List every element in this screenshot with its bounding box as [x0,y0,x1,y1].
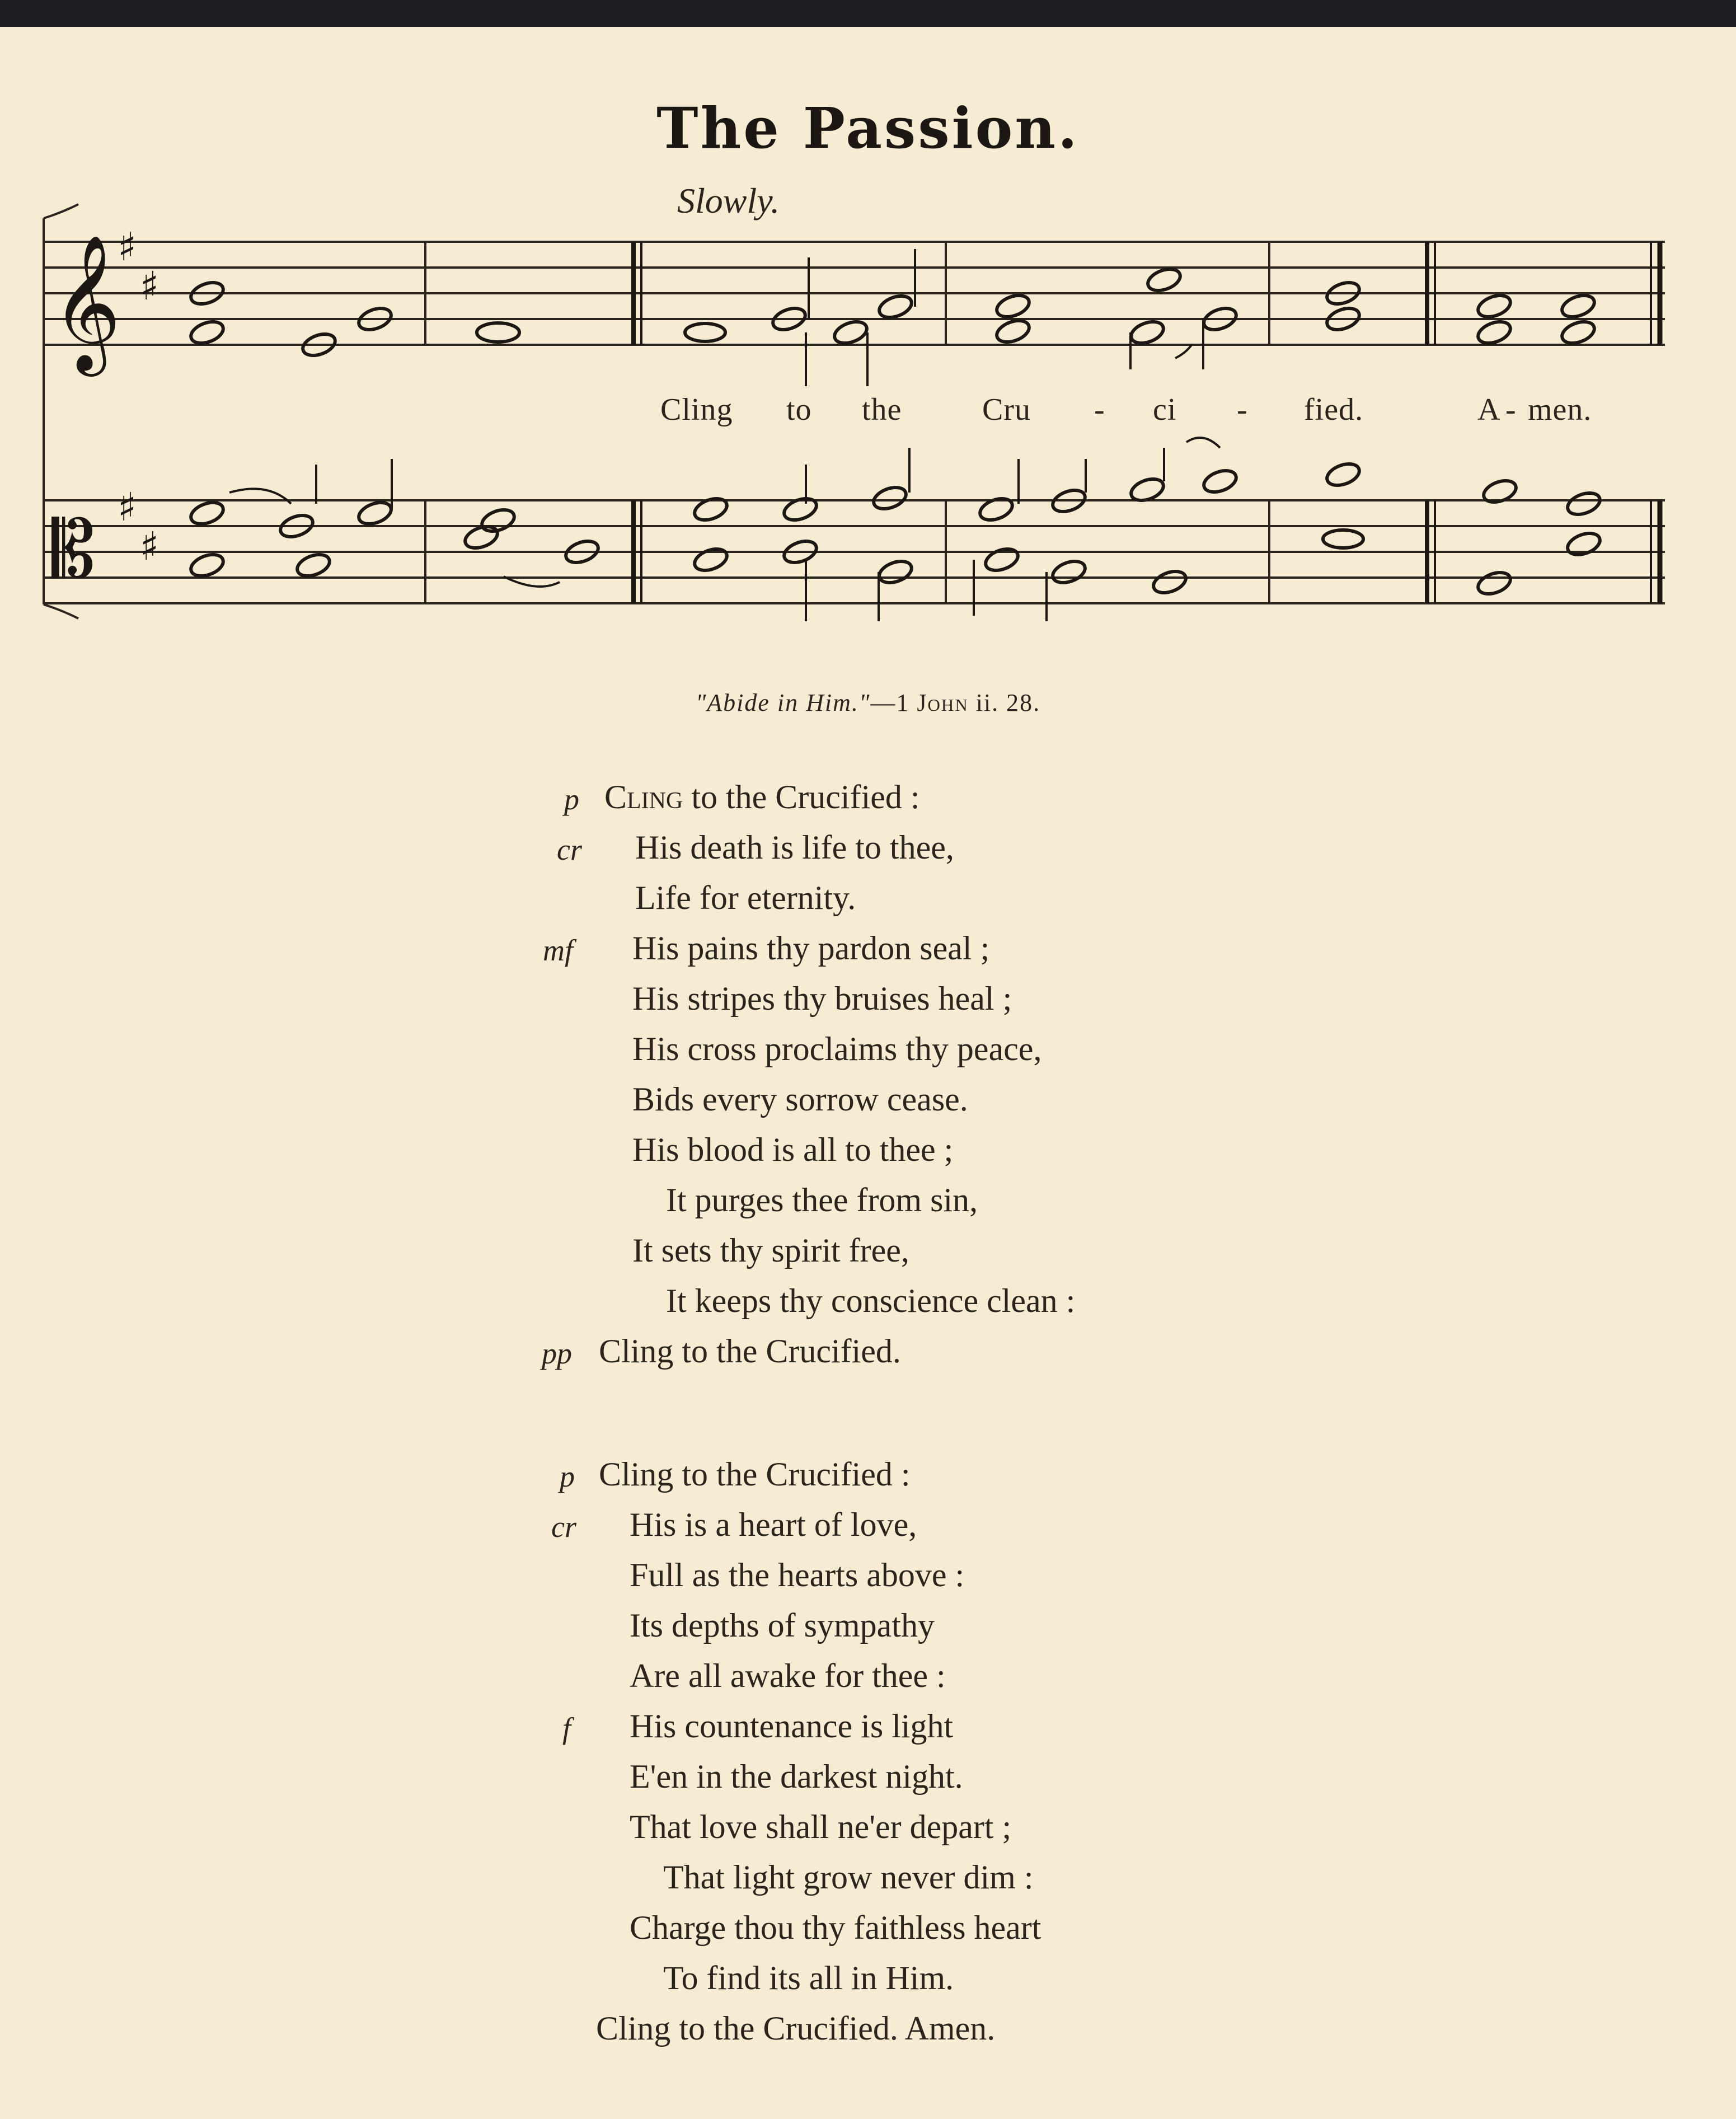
svg-text:𝄞: 𝄞 [51,233,121,371]
poem-line: Full as the hearts above : [630,1557,965,1593]
tempo-marking: Slowly. [677,181,780,221]
poem-line: His pains thy pardon seal ; [632,930,990,967]
lyric-syllable: A [1477,392,1501,427]
citation-dash: — [870,689,897,716]
svg-text:♯: ♯ [140,263,159,309]
lyric-hyphen: - [1237,392,1248,427]
poem-line: His stripes thy bruises heal ; [632,980,1012,1017]
lyric-syllable: men. [1528,392,1592,427]
lyric-syllable: the [862,392,902,427]
poem-line: Life for eternity. [635,879,856,916]
poem-line: It sets thy spirit free, [632,1232,909,1269]
poem-line: His countenance is light [630,1708,954,1745]
citation-ref-num: 1 [896,689,910,716]
lyric-syllable: Cling [660,392,733,427]
svg-text:𝄡: 𝄡 [51,504,96,596]
hymn-title: The Passion. [656,95,1080,161]
dynamic-marking: mf [543,934,573,967]
poem-line: His is a heart of love, [630,1506,917,1543]
line-rest: to the Crucified : [683,779,920,815]
poem-line: His death is life to thee, [635,829,954,866]
lyric-syllable: ci [1153,392,1177,427]
poem-line: It purges thee from sin, [666,1182,978,1218]
drop-word: Cling [604,779,683,815]
svg-text:♯: ♯ [118,484,137,530]
poem-line: That light grow never dim : [663,1859,1034,1896]
dynamic-marking: f [562,1712,571,1745]
dynamic-marking: cr [557,833,582,866]
poem-line: Cling to the Crucified. [599,1333,901,1370]
poem-line: His cross proclaims thy peace, [632,1030,1042,1067]
scripture-citation [0,688,1736,717]
poem-line: It keeps thy conscience clean : [666,1282,1076,1319]
dynamic-marking: cr [551,1510,576,1544]
citation-quote: "Abide in Him." [695,689,871,716]
lyric-syllable: Cru [982,392,1031,427]
dynamic-marking: p [560,1460,575,1493]
dynamic-marking: pp [542,1337,572,1370]
dynamic-marking: p [564,782,579,816]
lyric-hyphen: - [1094,392,1105,427]
poem-line: Its depths of sympathy [630,1607,935,1644]
poem-line: Charge thou thy faithless heart [630,1909,1041,1946]
citation-book: John [917,689,969,716]
poem-line: To find its all in Him. [663,1959,954,1996]
poem-line: That love shall ne'er depart ; [630,1808,1012,1845]
poem-line [604,778,920,817]
poem-line: E'en in the darkest night. [630,1758,963,1795]
svg-text:♯: ♯ [118,224,137,270]
citation-verse: ii. 28. [975,689,1041,716]
lyric-syllable: fied. [1304,392,1364,427]
lyric-syllable: to [786,392,812,427]
music-score [0,0,1736,644]
lyric-hyphen: - [1505,392,1517,427]
poem-line: His blood is all to thee ; [632,1131,954,1168]
poem-line: Cling to the Crucified. Amen. [596,2010,996,2047]
poem-line: Cling to the Crucified : [599,1456,911,1493]
svg-text:♯: ♯ [140,523,159,569]
poem-line: Are all awake for thee : [630,1657,946,1694]
poem-line: Bids every sorrow cease. [632,1081,968,1118]
